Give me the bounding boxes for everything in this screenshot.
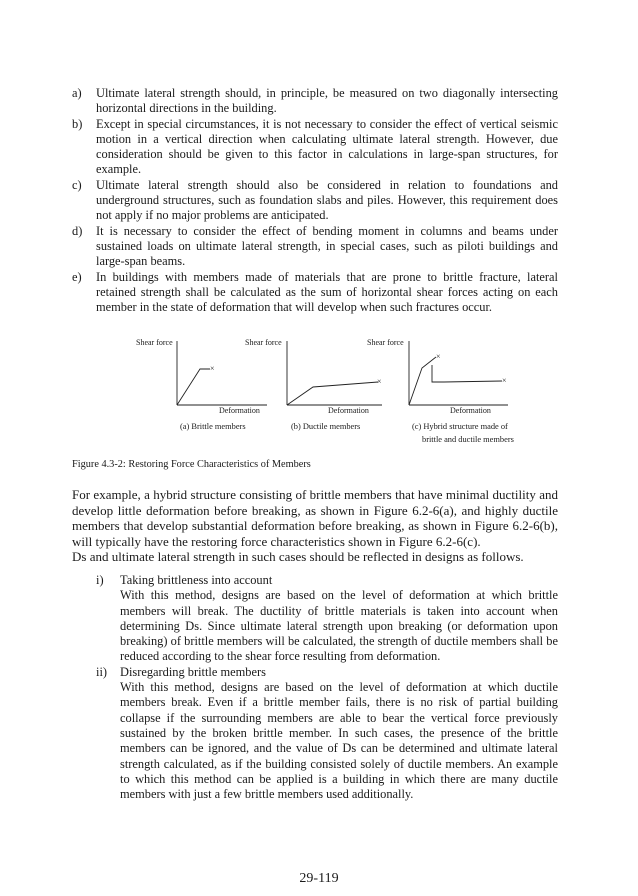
list-marker: d) [72, 223, 83, 238]
list-marker: b) [72, 116, 83, 131]
break-marker: × [377, 377, 382, 386]
y-axis-label: Shear force [136, 338, 173, 347]
break-marker: × [436, 352, 441, 361]
paragraph-text: For example, a hybrid structure consisting of brittle members that have minimal ductility and develop little deformation before breaking, as shown in Figure 6.2-6(a), and highly ductile members that develop substantial deformation before breaking, as shown in Figure 6.2-6(b), will typically have the restoring force characteristics shown in Figure 6.2-6(c). [72, 487, 558, 549]
panel-caption-line1: (c) Hybrid structure made of [412, 422, 508, 431]
list-marker: i) [96, 573, 104, 587]
restoring-force-diagrams [120, 336, 540, 448]
restoring-force-curve [177, 369, 210, 405]
break-marker: × [210, 364, 215, 373]
page-number: 29-119 [299, 871, 339, 886]
requirements-list [72, 86, 558, 315]
panel-hybrid [367, 338, 514, 444]
panel-caption: (a) Brittle members [180, 422, 246, 431]
panel-ductile [245, 338, 382, 431]
list-item [96, 573, 558, 665]
list-marker: a) [72, 86, 82, 100]
list-item-text: In buildings with members made of materials that are prone to brittle fracture, lateral retained strength shall be calculated as the sum of horizontal shear forces acting on each member in the state of deformation that will develop when such fractures occur. [96, 269, 558, 315]
y-axis-label: Shear force [367, 338, 404, 347]
list-item [72, 86, 558, 117]
list-item-text: Except in special circumstances, it is not necessary to consider the effect of vertical seismic motion in a vertical direction when calculating ultimate lateral strength. However, due consideration should be given to this factor in calculations in large-span structures, for example. [96, 116, 558, 177]
restoring-force-curve [287, 382, 378, 405]
figure-caption: Figure 4.3-2: Restoring Force Characteristics of Members [72, 459, 311, 470]
method-list [96, 573, 558, 802]
panel-brittle [136, 338, 267, 431]
paragraph-text-2: Ds and ultimate lateral strength in such cases should be reflected in designs as follows. [72, 549, 524, 565]
list-marker: ii) [96, 664, 108, 679]
list-item-text: It is necessary to consider the effect of bending moment in columns and beams under sustained loads on ultimate lateral strength, in special cases, such as piloti buildings and large-span beams. [96, 223, 558, 269]
break-marker: × [502, 376, 507, 385]
restoring-force-figure [120, 336, 540, 448]
list-item [96, 665, 558, 803]
body-paragraph [72, 487, 558, 565]
panel-caption-line2: brittle and ductile members [422, 435, 514, 444]
list-item [72, 117, 558, 178]
x-axis-label: Deformation [219, 406, 260, 415]
list-item [72, 270, 558, 316]
list-item-text: Ultimate lateral strength should, in principle, be measured on two diagonally intersecting horizontal directions in the building. [96, 86, 558, 116]
list-item [72, 224, 558, 270]
list-item-title: Taking brittleness into account [120, 573, 273, 587]
list-item-body [120, 573, 558, 665]
list-marker: e) [72, 269, 82, 284]
list-item-text: Ultimate lateral strength should also be considered in relation to foundations and underground structures, such as foundation slabs and piles. However, this requirement does not apply if no major problems are anticipated. [96, 177, 558, 223]
list-item-title: Disregarding brittle members [120, 664, 266, 679]
ductile-curve [432, 365, 502, 382]
x-axis-label: Deformation [328, 406, 369, 415]
list-marker: c) [72, 177, 82, 192]
x-axis-label: Deformation [450, 406, 491, 415]
list-item-text: With this method, designs are based on the level of deformation at which ductile members break. Even if a brittle member fails, there is no risk of partial building collapse if the surrounding members are able to bear the vertical force previously sustained by the broken brittle member. In such cases, the presence of the brittle members can be ignored, and the value of Ds can be determined and ultimate lateral strength calculated, as if the building consisted solely of ductile members. An example to which this method can be applied is a building in which there are many ductile members with just a few brittle members used additionally. [120, 680, 558, 802]
list-item [72, 178, 558, 224]
list-item-body [120, 665, 558, 803]
list-item-text: With this method, designs are based on the level of deformation at which brittle members will break. The ductility of brittle materials is taken into account when determining Ds. Since ultimate lateral strength upon breaking (or deformation upon breaking) of brittle members will be calculated, the strength of ductile members shall be reduced according to the shear force resulting from deformation. [120, 588, 558, 664]
panel-caption: (b) Ductile members [291, 422, 361, 431]
y-axis-label: Shear force [245, 338, 282, 347]
